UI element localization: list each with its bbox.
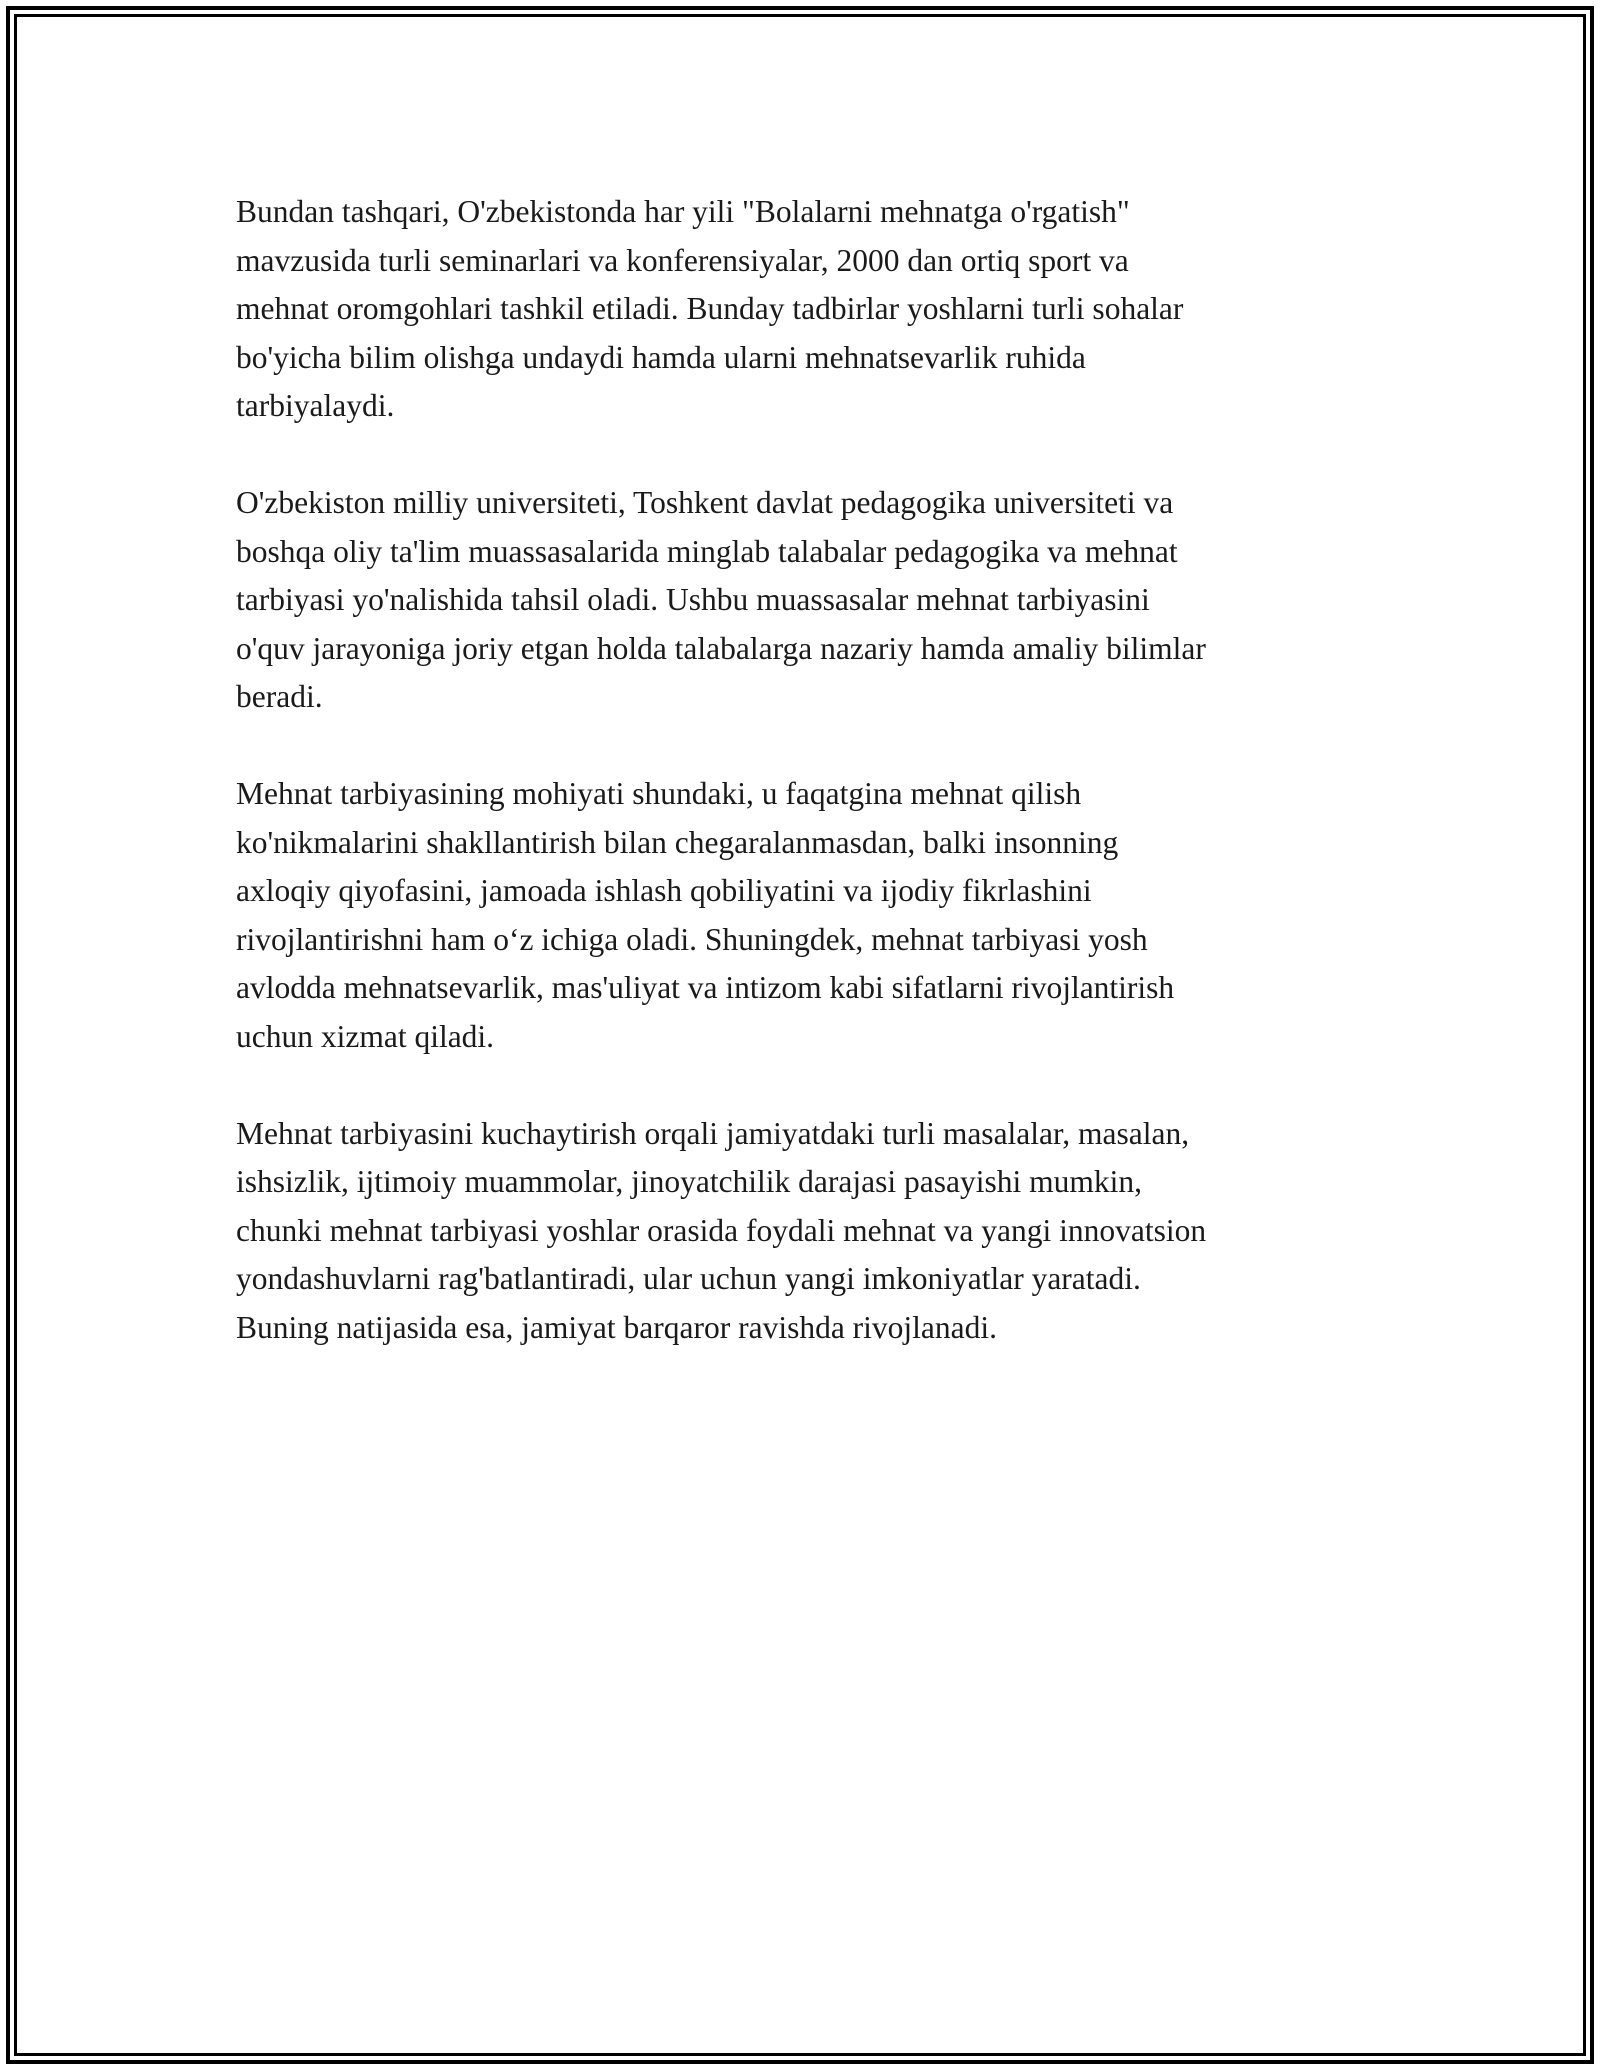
paragraph-4: Mehnat tarbiyasini kuchaytirish orqali jamiyatdaki turli masalalar, masalan, ishsizlik, ijtimoiy muammolar, jinoyatchilik darajasi pasayishi mumkin, chunki mehnat tarbiyasi yoshlar orasida foydali mehnat va yangi innovatsion yondashuvlarni rag'batlantiradi, ular uchun yangi imkoniyatlar yaratadi. Buning natijasida esa, jamiyat barqaror ravishda rivojlanadi. [236,1115,1207,1345]
document-body [236,188,1376,1401]
paragraph-2: O'zbekiston milliy universiteti, Toshkent davlat pedagogika universiteti va boshqa oliy ta'lim muassasalarida minglab talabalar pedagogika va mehnat tarbiyasi yo'nalishida tahsil oladi. Ushbu muassasalar mehnat tarbiyasini o'quv jarayoniga joriy etgan holda talabalarga nazariy hamda amaliy bilimlar beradi. [236,485,1206,714]
paragraph-1: Bundan tashqari, O'zbekistonda har yili "Bolalarni mehnatga o'rgatish" mavzusida turli seminarlari va konferensiyalar, 2000 dan ortiq sport va mehnat oromgohlari tashkil etiladi. Bunday tadbirlar yoshlarni turli sohalar bo'yicha bilim olishga undaydi hamda ularni mehnatsevarlik ruhida tarbiyalaydi. [236,194,1184,423]
paragraph-3: Mehnat tarbiyasining mohiyati shundaki, u faqatgina mehnat qilish ko'nikmalarini shakllantirish bilan chegaralanmasdan, balki insonning axloqiy qiyofasini, jamoada ishlash qobiliyatini va ijodiy fikrlashini rivojlantirishni ham o‘z ichiga oladi. Shuningdek, mehnat tarbiyasi yosh avlodda mehnatsevarlik, mas'uliyat va intizom kabi sifatlarni rivojlantirish uchun xizmat qiladi. [236,776,1175,1054]
